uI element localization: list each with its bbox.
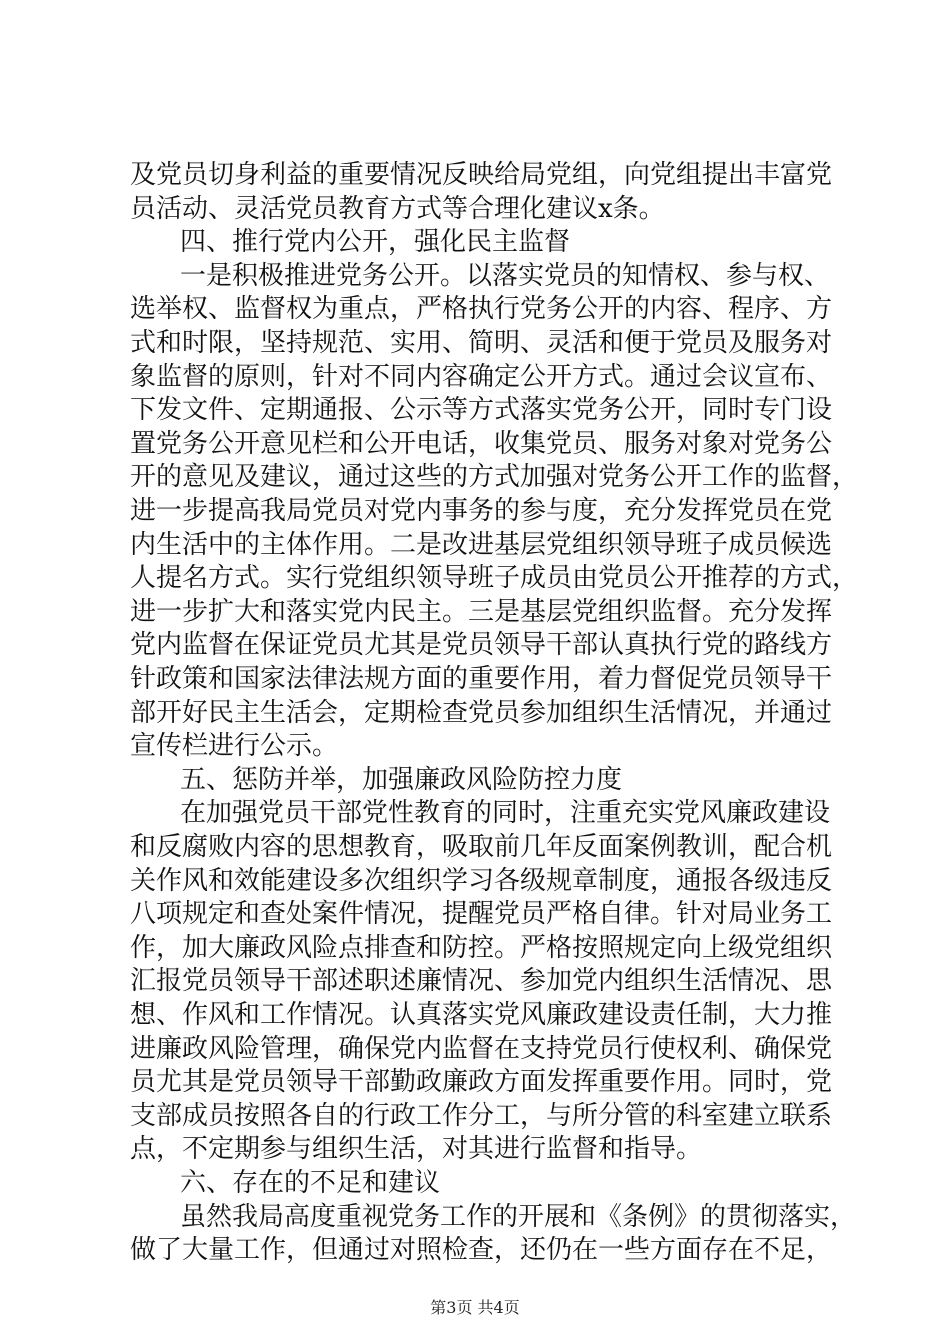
text-line: 在加强党员干部党性教育的同时，注重充实党风廉政建设 <box>180 798 831 829</box>
page-footer: 第3页 共4页 <box>430 1298 520 1317</box>
text-line: 进廉政风险管理，确保党内监督在支持党员行使权利、确保党 <box>130 1033 833 1064</box>
text-line: 一是积极推进党务公开。以落实党员的知情权、参与权、 <box>180 260 831 291</box>
text-line: 党内监督在保证党员尤其是党员领导干部认真执行党的路线方 <box>130 630 833 661</box>
text-line: 选举权、监督权为重点，严格执行党务公开的内容、程序、方 <box>130 294 833 325</box>
text-line: 进一步提高我局党员对党内事务的参与度，充分发挥党员在党 <box>130 496 833 526</box>
text-line: 置党务公开意见栏和公开电话，收集党员、服务对象对党务公 <box>130 428 833 459</box>
text-line: 式和时限，坚持规范、实用、简明、灵活和便于党员及服务对 <box>130 328 833 358</box>
text-line: 象监督的原则，针对不同内容确定公开方式。通过会议宣布、 <box>130 361 833 392</box>
text-line: 关作风和效能建设多次组织学习各级规章制度，通报各级违反 <box>130 865 833 896</box>
text-line: 和反腐败内容的思想教育，吸取前几年反面案例教训，配合机 <box>130 832 833 862</box>
text-line: 八项规定和查处案件情况，提醒党员严格自律。针对局业务工 <box>130 899 833 930</box>
text-line: 针政策和国家法律法规方面的重要作用，着力督促党员领导干 <box>130 664 833 694</box>
text-line: 及党员切身利益的重要情况反映给局党组，向党组提出丰富党 <box>130 160 833 190</box>
text-line: 员尤其是党员领导干部勤政廉政方面发挥重要作用。同时，党 <box>130 1067 833 1098</box>
text-line: 虽然我局高度重视党务工作的开展和《条例》的贯彻落实， <box>180 1201 857 1232</box>
text-line: 宣传栏进行公示。 <box>130 731 339 762</box>
text-line: 内生活中的主体作用。二是改进基层党组织领导班子成员候选 <box>130 529 833 560</box>
text-line: 做了大量工作，但通过对照检查，还仍在一些方面存在不足， <box>130 1235 833 1266</box>
text-line: 支部成员按照各自的行政工作分工，与所分管的科室建立联系 <box>130 1100 833 1131</box>
text-line: 开的意见及建议，通过这些的方式加强对党务公开工作的监督， <box>130 462 859 493</box>
text-line: 点，不定期参与组织生活，对其进行监督和指导。 <box>130 1134 703 1165</box>
section-heading: 四、推行党内公开，强化民主监督 <box>180 227 571 258</box>
text-line: 进一步扩大和落实党内民主。三是基层党组织监督。充分发挥 <box>130 596 833 627</box>
text-line: 想、作风和工作情况。认真落实党风廉政建设责任制，大力推 <box>130 1000 833 1030</box>
text-line: 汇报党员领导干部述职述廉情况、参加党内组织生活情况、思 <box>130 966 833 997</box>
section-heading: 六、存在的不足和建议 <box>180 1168 441 1198</box>
section-heading: 五、惩防并举，加强廉政风险防控力度 <box>180 764 623 795</box>
text-line: 人提名方式。实行党组织领导班子成员由党员公开推荐的方式， <box>130 563 859 594</box>
text-line: 下发文件、定期通报、公示等方式落实党务公开，同时专门设 <box>130 395 833 426</box>
text-line: 员活动、灵活党员教育方式等合理化建议x条。 <box>130 193 665 224</box>
text-line: 作，加大廉政风险点排查和防控。严格按照规定向上级党组织 <box>130 932 833 963</box>
text-line: 部开好民主生活会，定期检查党员参加组织生活情况，并通过 <box>130 697 833 728</box>
